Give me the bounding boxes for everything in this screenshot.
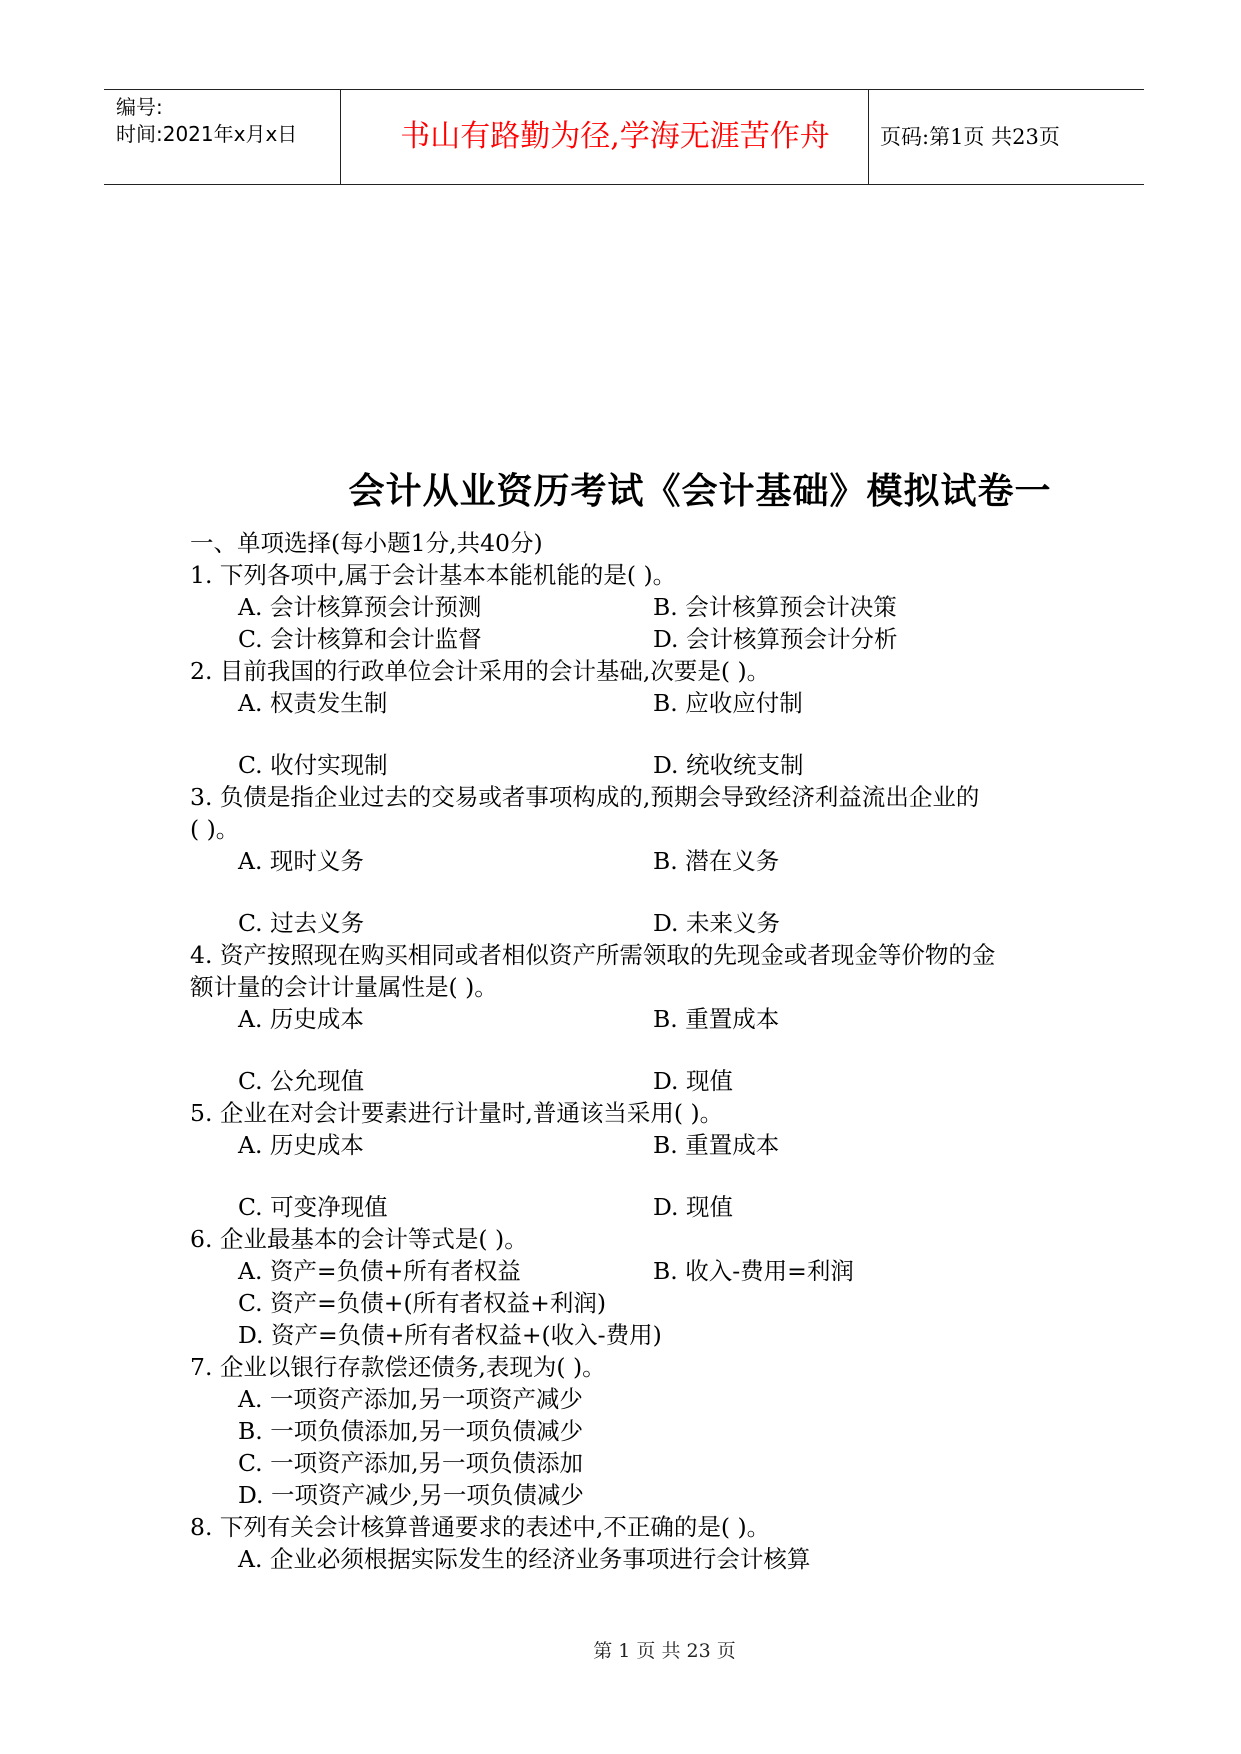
option-b: B. 一项负债添加,另一项负债减少 (238, 1417, 584, 1445)
question-8: 8. 下列有关会计核算普通要求的表述中,不正确的是( )。 (190, 1513, 771, 1541)
option-d: D. 统收统支制 (653, 751, 804, 779)
header-divider (340, 90, 341, 184)
option-b: B. 收入-费用=利润 (653, 1257, 854, 1285)
option-a: A. 资产=负债+所有者权益 (238, 1257, 521, 1285)
option-b: B. 重置成本 (653, 1131, 780, 1159)
options-row (190, 687, 1090, 719)
header-motto: 书山有路勤为径,学海无涯苦作舟 (400, 119, 830, 154)
question-2: 2. 目前我国的行政单位会计采用的会计基础,次要是( )。 (190, 657, 771, 685)
option-a: A. 权责发生制 (238, 689, 388, 717)
header-meta (116, 94, 297, 148)
option-a: A. 会计核算预会计预测 (238, 593, 482, 621)
question-1: 1. 下列各项中,属于会计基本本能机能的是( )。 (190, 561, 677, 589)
question-4-cont: 额计量的会计计量属性是( )。 (190, 973, 498, 1001)
options-row (190, 623, 1090, 655)
header-page-info: 页码:第1页 共23页 (880, 125, 1060, 149)
question-5: 5. 企业在对会计要素进行计量时,普通该当采用( )。 (190, 1099, 724, 1127)
options-row (190, 907, 1090, 939)
serial-label: 编号: (116, 95, 163, 119)
options-row (190, 1191, 1090, 1223)
question-list (190, 527, 1090, 1575)
options-row (190, 749, 1090, 781)
option-a: A. 历史成本 (238, 1005, 364, 1033)
options-row (190, 1255, 1090, 1287)
option-a: A. 历史成本 (238, 1131, 364, 1159)
option-a: A. 一项资产添加,另一项资产减少 (238, 1385, 583, 1413)
page-footer: 第 1 页 共 23 页 (593, 1640, 736, 1662)
date-label: 时间:2021年x月x日 (116, 122, 298, 146)
option-d: D. 会计核算预会计分析 (653, 625, 898, 653)
options-row (190, 845, 1090, 877)
question-3: 3. 负债是指企业过去的交易或者事项构成的,预期会导致经济利益流出企业的 (190, 783, 980, 811)
option-b: B. 会计核算预会计决策 (653, 593, 897, 621)
option-c: C. 会计核算和会计监督 (238, 625, 482, 653)
option-b: B. 重置成本 (653, 1005, 780, 1033)
options-row (190, 591, 1090, 623)
option-c: C. 收付实现制 (238, 751, 388, 779)
option-d: D. 资产=负债+所有者权益+(收入-费用) (238, 1321, 662, 1349)
document-title: 会计从业资历考试《会计基础》模拟试卷一 (348, 471, 1052, 512)
option-d: D. 一项资产减少,另一项负债减少 (238, 1481, 584, 1509)
option-d: D. 未来义务 (653, 909, 780, 937)
section-heading: 一、单项选择(每小题1分,共40分) (190, 529, 543, 557)
option-c: C. 公允现值 (238, 1067, 365, 1095)
option-c: C. 过去义务 (238, 909, 365, 937)
page-header (104, 89, 1144, 185)
option-d: D. 现值 (653, 1193, 733, 1221)
option-d: D. 现值 (653, 1067, 733, 1095)
option-c: C. 资产=负债+(所有者权益+利润) (238, 1289, 606, 1317)
options-row (190, 1003, 1090, 1035)
question-4: 4. 资产按照现在购买相同或者相似资产所需领取的先现金或者现金等价物的金 (190, 941, 996, 969)
option-a: A. 现时义务 (238, 847, 364, 875)
options-row (190, 1065, 1090, 1097)
options-row (190, 1129, 1090, 1161)
question-7: 7. 企业以银行存款偿还债务,表现为( )。 (190, 1353, 606, 1381)
option-c: C. 一项资产添加,另一项负债添加 (238, 1449, 584, 1477)
question-6: 6. 企业最基本的会计等式是( )。 (190, 1225, 528, 1253)
option-b: B. 潜在义务 (653, 847, 780, 875)
option-a: A. 企业必须根据实际发生的经济业务事项进行会计核算 (238, 1545, 811, 1573)
header-divider (868, 90, 869, 184)
option-b: B. 应收应付制 (653, 689, 803, 717)
question-3-cont: ( )。 (190, 815, 240, 843)
option-c: C. 可变净现值 (238, 1193, 388, 1221)
